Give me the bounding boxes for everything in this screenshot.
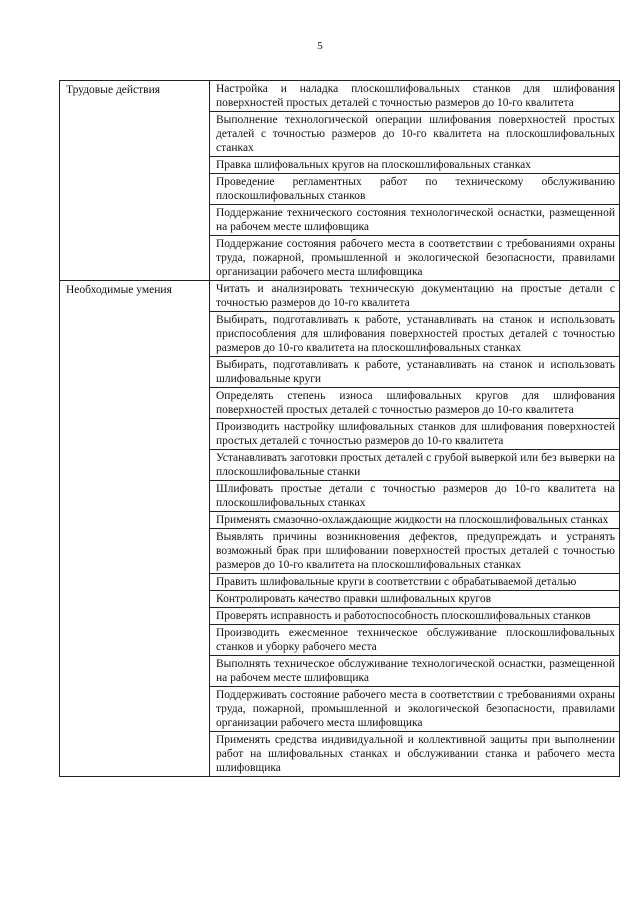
- section-items-required-skills: [210, 281, 620, 777]
- list-item: Читать и анализировать техническую документацию на простые детали с точностью размеров до 10-го квалитета: [216, 283, 615, 309]
- section-items-labor-actions: [210, 81, 620, 281]
- list-item: Поддержание состояния рабочего места в соответствии с требованиями охраны труда, пожарной, промышленной и экологической безопасности, правилами организации рабочего места шлифовщика: [210, 235, 619, 280]
- list-item: Выполнение технологической операции шлифования поверхностей простых деталей с точностью размеров до 10-го квалитета на плоскошлифовальных станках: [210, 111, 619, 156]
- list-item: Производить настройку шлифовальных станков для шлифования поверхностей простых деталей с точностью размеров до 10-го квалитета: [210, 418, 619, 449]
- section-label-required-skills: Необходимые умения: [60, 281, 210, 777]
- section-label-labor-actions: Трудовые действия: [60, 81, 210, 281]
- list-item: Применять средства индивидуальной и коллективной защиты при выполнении работ на шлифовальных станках и обслуживании станка и рабочего места шлифовщика: [210, 731, 619, 776]
- list-item: Определять степень износа шлифовальных кругов для шлифования поверхностей простых деталей с точностью размеров до 10-го квалитета: [210, 387, 619, 418]
- table-row: [60, 81, 620, 281]
- list-item: Править шлифовальные круги в соответствии с обрабатываемой деталью: [210, 573, 619, 590]
- list-item: Проверять исправность и работоспособность плоскошлифовальных станков: [210, 607, 619, 624]
- list-item: Устанавливать заготовки простых деталей с грубой выверкой или без выверки на плоскошлифовальные станки: [210, 449, 619, 480]
- list-item: Поддержание технического состояния технологической оснастки, размещенной на рабочем месте шлифовщика: [210, 204, 619, 235]
- list-item: Поддерживать состояние рабочего места в соответствии с требованиями охраны труда, пожарной, промышленной и экологической безопасности, правилами организации рабочего места шлифовщика: [210, 686, 619, 731]
- list-item: Выбирать, подготавливать к работе, устанавливать на станок и использовать шлифовальные круги: [210, 356, 619, 387]
- list-item: Проведение регламентных работ по техническому обслуживанию плоскошлифовальных станков: [210, 173, 619, 204]
- table-row: [60, 281, 620, 777]
- list-item: Выбирать, подготавливать к работе, устанавливать на станок и использовать приспособления для шлифования поверхностей простых деталей с точностью размеров до 10-го квалитета на плоскошлифовальных станках: [210, 311, 619, 356]
- list-item: Выявлять причины возникновения дефектов, предупреждать и устранять возможный брак при шлифовании поверхностей простых деталей с точностью размеров до 10-го квалитета на плоскошлифовальных станках: [210, 528, 619, 573]
- requirements-table: [59, 80, 620, 777]
- list-item: Контролировать качество правки шлифовальных кругов: [210, 590, 619, 607]
- list-item: Правка шлифовальных кругов на плоскошлифовальных станках: [210, 156, 619, 173]
- list-item: Применять смазочно-охлаждающие жидкости на плоскошлифовальных станках: [210, 511, 619, 528]
- list-item: Производить ежесменное техническое обслуживание плоскошлифовальных станков и уборку рабочего места: [210, 624, 619, 655]
- list-item: Настройка и наладка плоскошлифовальных станков для шлифования поверхностей простых деталей с точностью размеров до 10-го квалитета: [216, 83, 615, 109]
- page-number: 5: [317, 40, 323, 52]
- list-item: Шлифовать простые детали с точностью размеров до 10-го квалитета на плоскошлифовальных станках: [210, 480, 619, 511]
- list-item: Выполнять техническое обслуживание технологической оснастки, размещенной на рабочем месте шлифовщика: [210, 655, 619, 686]
